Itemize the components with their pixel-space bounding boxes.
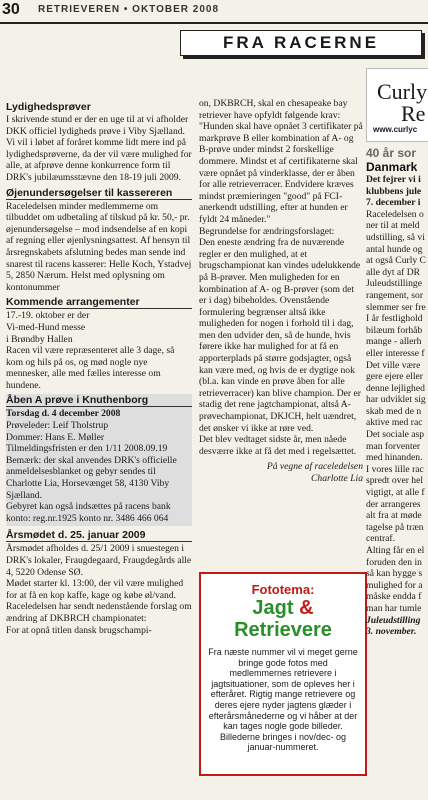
column-right: [366, 146, 428, 638]
paragraph: Vi vil i løbet af foråret komme lidt mere ind på lydighedsprøverne, da der vil være mulighed for alle, at afprøve denne konkurrence form til DRK's jubilæumsstævne den 18-19 juli 2009.: [6, 137, 192, 183]
right-text-line: man har tumle: [366, 602, 422, 614]
section-banner: FRA RACERNE: [180, 30, 422, 56]
heading-aarsmoede: Årsmødet d. 25. januar 2009: [6, 529, 192, 542]
right-text-line: Juleudstilling: [366, 614, 421, 626]
paragraph: on, DKBRCH, skal en chesapeake bay retriever have opfyldt følgende krav:: [199, 98, 348, 121]
advert-url: www.curlyc: [373, 125, 418, 134]
promo-word-1: [201, 597, 365, 619]
right-text-line: rangement, sor: [366, 289, 424, 301]
right-text-line: har udviklet sig: [366, 394, 426, 406]
text-line: i Brøndby Hallen: [6, 333, 73, 345]
right-text-line: Det ville være: [366, 359, 421, 371]
text-line: Prøveleder: Leif Tholstrup: [6, 420, 109, 432]
right-text-line: Alting får en el: [366, 545, 425, 556]
right-text-line: med hinanden.: [366, 452, 423, 464]
promo-word-2: Retrievere: [234, 619, 332, 641]
advert-line-2: Re: [401, 101, 426, 126]
signature-name: Charlotte Lia: [311, 473, 363, 484]
right-text-line: mulighed for a: [366, 579, 423, 591]
right-text-line: man forventer: [366, 440, 421, 452]
right-text-line: skab med de n: [366, 405, 422, 417]
right-text-line: Det fejrer vi i: [366, 174, 421, 185]
paragraph: Mødet starter kl. 13:00, der vil være mulighed for at få en kop kaffe, kage og købe øl/vand.: [6, 578, 184, 601]
page-header: [0, 0, 428, 20]
right-text-line: alle dyt af DR: [366, 266, 421, 278]
paragraph: Årsmødet afholdes d. 25/1 2009 i snuestegen i DRK's lokaler, Fraugdegaard, Fraugdegårds alle 4, 5220 Odense SØ.: [6, 543, 192, 578]
right-text: [366, 174, 428, 638]
heading-kommende: Kommende arrangementer: [6, 296, 192, 309]
right-text-line: så kan hygge s: [366, 568, 423, 580]
text-line: Vi-med-Hund messe: [6, 321, 86, 333]
right-text-line: der arrangeres: [366, 498, 421, 510]
promo-text: Fra næste nummer vil vi meget gerne bringe gode fotos med medlemmernes retrievere i jagtsituationer, som de opleves her i efteråret. Rigtig mange retrievere og deres ejere nyder jagtens glæder i efterårsmånederne og vi håber at der kan tages nogle gode billeder. Billederne bringes i nov/dec- og januar-nummeret.: [208, 647, 358, 753]
paragraph: For at opnå titlen dansk brugschampi-: [6, 624, 152, 636]
advert-line-1: Curly: [377, 79, 428, 104]
heading-oejen: Øjenundersøgelser til kassereren: [6, 187, 192, 200]
magazine-title: RETRIEVEREN • OKTOBER 2008: [38, 4, 220, 15]
column-middle: [199, 98, 363, 485]
right-text-line: I år festlighold: [366, 313, 423, 325]
right-text-line: udstilling, så vi: [366, 231, 425, 243]
right-text-line: ner til at meld: [366, 220, 420, 232]
right-text-line: I vores lille rac: [366, 463, 424, 475]
aaben-box: [6, 394, 192, 526]
right-text-line: aktive med rac: [366, 417, 423, 429]
right-text-line: at også Curly C: [366, 255, 426, 267]
heading-lydighed: Lydighedsprøver: [6, 101, 91, 113]
right-text-line: eller interesse f: [366, 347, 425, 359]
paragraph: Raceledelsen har sendt nedenstående forslag om ændring af DKBRCH championatet:: [6, 601, 192, 624]
right-text-line: Juleudstillinge: [366, 278, 422, 290]
text-line: Dommer: Hans E. Møller: [6, 431, 105, 443]
right-text-line: gere ejere eller: [366, 371, 423, 383]
promo-title: Fototema:: [251, 582, 315, 597]
paragraph: Det blev vedtaget sidste år, men nåede desværre ikke at få det med i regelsættet.: [199, 434, 357, 457]
right-text-line: mange - allerh: [366, 336, 422, 348]
right-text-line: klubbens jule: [366, 185, 422, 197]
paragraph: Begrundelse for ændringsforslaget:: [199, 225, 335, 237]
paragraph: I skrivende stund er der en uge til at vi afholder DKK officiel lydigheds prøve i Viby Sjælland.: [6, 114, 189, 137]
right-text-line: Raceledelsen o: [366, 208, 424, 220]
right-text-line: 3. november.: [366, 626, 417, 638]
heading-aaben: Åben A prøve i Knuthenborg: [6, 394, 192, 407]
paragraph: Gebyret kan også indsættes på racens bank konto: reg.nr.1925 konto nr. 3486 466 064: [6, 501, 171, 524]
right-text-line: denne lejlighed: [366, 382, 425, 394]
right-text-line: spredt over hel: [366, 475, 424, 487]
paragraph: Raceledelsen minder medlemmerne om tilbuddet om udbetaling af tilskud på kr. 50,- pr. øjenundersøgelse – mod indsendelse af en kopi af regning eller øjenlysningsattest. Af hensyn til årsregnskabets afslutning bedes man sende ind snarest til racens kasserer: Helle Koch, Ystadvej 5, 2850 Nærum. Helst med oplysning om kontonummer: [6, 200, 192, 293]
page-number: 30: [2, 1, 20, 18]
right-text-line: måske endda f: [366, 591, 422, 603]
photo-theme-box: [199, 572, 367, 776]
promo-jagt: Jagt: [252, 597, 294, 619]
right-title-2: Danmark: [366, 160, 418, 174]
paragraph: Racen vil være repræsenteret alle 3 dage, så kom og hils på os, og mød nogle nye mennesker, alle med fælles interesse om hundene.: [6, 345, 175, 391]
right-text-line: antal hunde og: [366, 243, 423, 255]
right-text-line: bilæum forhåb: [366, 324, 423, 336]
text-line: Tilmeldingsfristen er den 1/11 2008.09.19: [6, 443, 168, 455]
right-text-line: slemmer ser fre: [366, 301, 426, 313]
right-text-line: 7. december i: [366, 197, 421, 209]
right-text-line: centraf.: [366, 533, 396, 545]
right-text-line: tagelse på træn: [366, 521, 424, 533]
paragraph: Bemærk: der skal anvendes DRK's officielle anmeldelsesblanket og gebyr sendes til Charlotte Lia, Horsevænget 58, 4130 Viby Sjælland.: [6, 454, 177, 501]
right-text-line: vigtigt, at alle f: [366, 487, 425, 499]
right-text-line: alt fra at møde: [366, 510, 422, 522]
signature-line: På vegne af raceledelsen: [266, 461, 363, 473]
column-left: [6, 98, 192, 636]
right-title-1: 40 år sor: [366, 146, 417, 160]
curly-advert: [366, 68, 428, 142]
right-text-line: Det sociale asp: [366, 429, 425, 441]
header-rule: [0, 22, 428, 24]
right-text-line: foruden den in: [366, 556, 422, 568]
paragraph: Den eneste ændring fra de nuværende regler er den mulighed, at et brugschampionat kan vindes udelukkende på B-prøver. Men muligheden for en kombination af A- og B-prøver (som det er i dag) bibeholdes. Ovenstående formulering begrænser altså ikke muligheden for nogen i forhold til i dag, men den udvider den, så de hunde, hvis førere ikke har mulighed for at få en apporterplads på større godsjagter, også kan være med, og hvis de er dygtige nok (bl.a. kan vinde en prøve åben for alle retrieverracer) kan blive champion. Der er stadig det rene jagtchampionat, altså A-prøvechampionat, DKJCH, helt uændret, det ønsker vi ikke at røre ved.: [199, 237, 361, 434]
event-date: Torsdag d. 4 december 2008: [6, 408, 121, 420]
promo-ampersand: &: [299, 597, 314, 619]
paragraph: "Hunden skal have opnået 3 certifikater på markprøve B eller kombination af A- og B-prøve under mindst 2 forskellige dommere. Mindst et af certifikaterne skal være opnået på vinderklasse, der er åben for alle retrieverracer. Endvidere kræves mindst præmieringen "good" på FCI-anerkendt udstilling, efter at hunden er fyldt 24 måneder.": [199, 121, 363, 225]
text-line: 17.-19. oktober er der: [6, 310, 90, 322]
